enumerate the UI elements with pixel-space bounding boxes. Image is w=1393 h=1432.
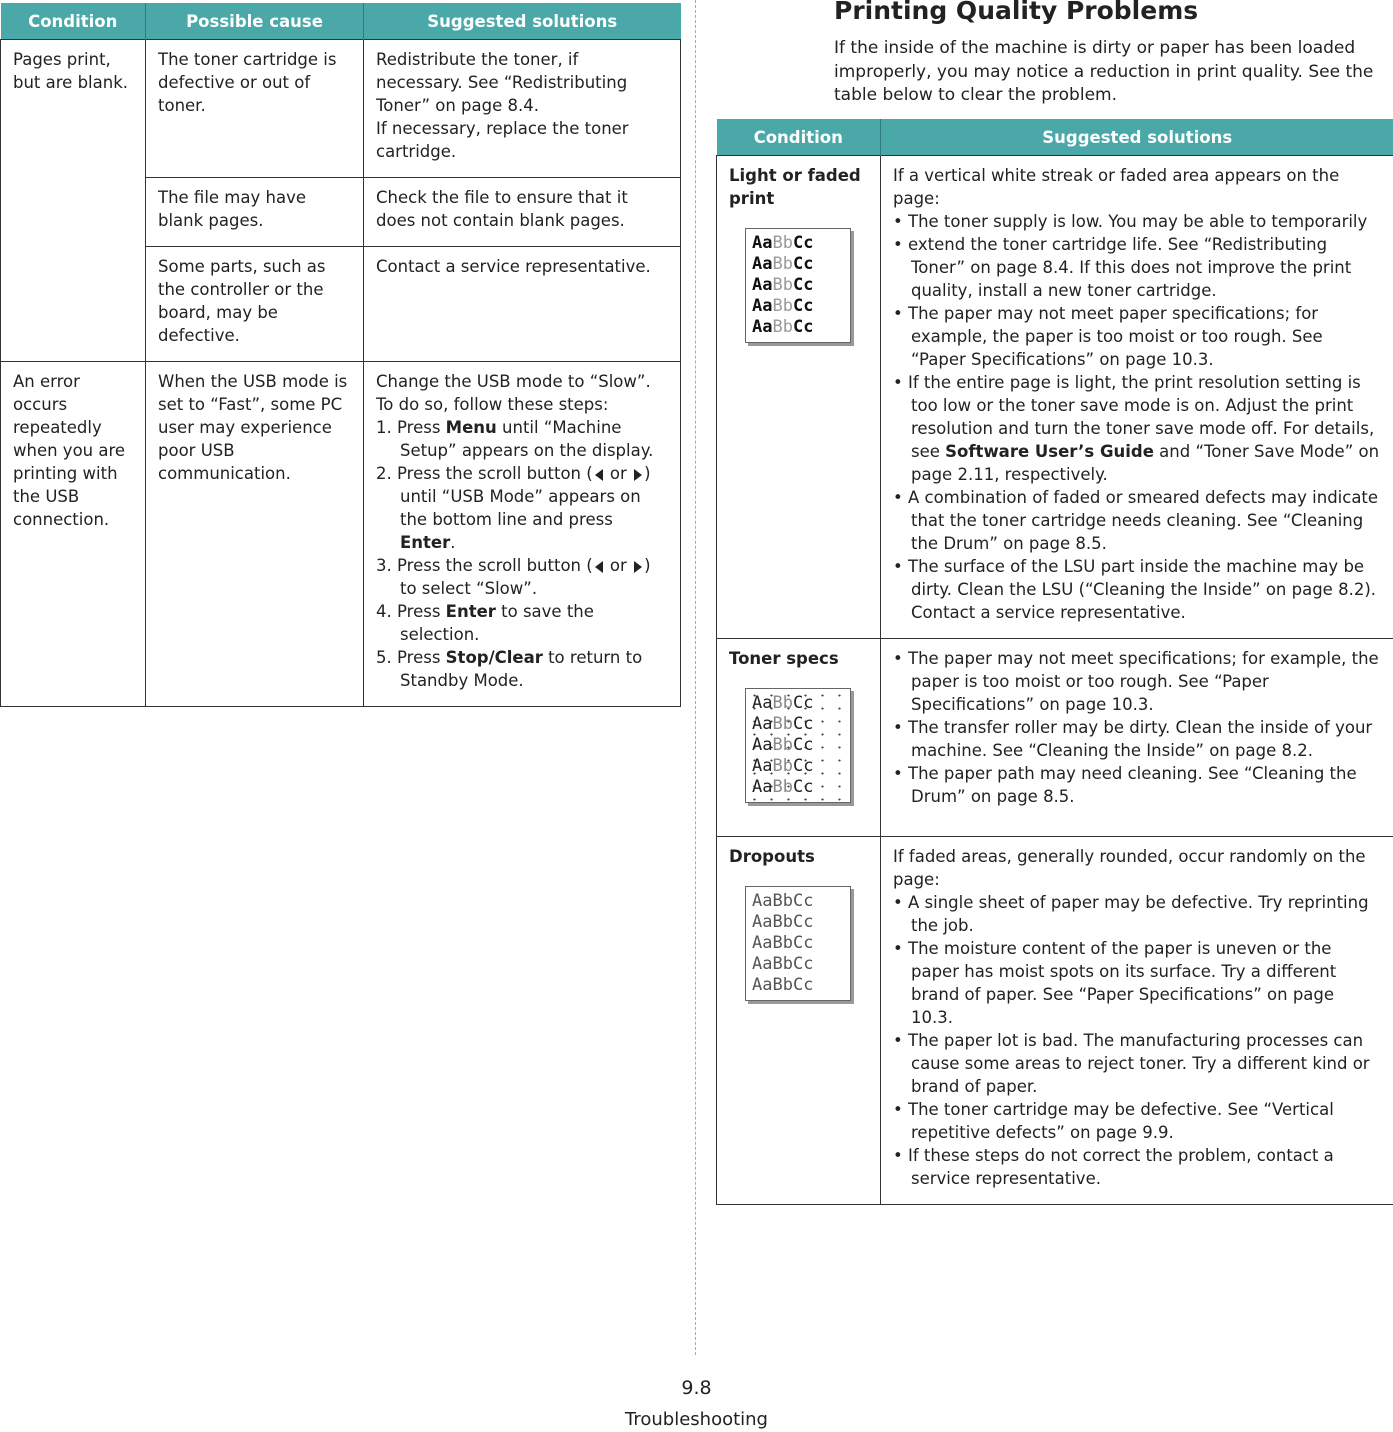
cause-cell: Some parts, such as the controller or the board, may be defective.	[146, 247, 364, 362]
solution-text: Change the USB mode to “Slow”.	[376, 372, 651, 391]
condition-label: Toner specs	[729, 649, 839, 668]
list-item: • The moisture content of the paper is uneven or the paper has moist spots on its surface. Try a different brand of paper. See “Paper Specifications” on page 10.3.	[893, 939, 1337, 1027]
list-item: • If the entire page is light, the print resolution setting is too low or the toner save mode is on. Adjust the print resolution and turn the toner save mode off. For details, see Software User’s Guide and “Toner Save Mode” on page 2.11, respectively.	[893, 373, 1380, 484]
list-item: • The toner supply is low. You may be able to temporarily	[893, 212, 1368, 231]
faded-print-sample-image: AaBbCc AaBbCc AaBbCc AaBbCc AaBbCc	[745, 228, 851, 343]
step-5: 5. Press Stop/Clear to return to Standby Mode.	[376, 648, 643, 690]
solution-cell: Check the file to ensure that it does not contain blank pages.	[364, 178, 681, 247]
column-divider	[695, 0, 696, 1355]
key-stop-clear: Stop/Clear	[445, 648, 543, 667]
table-row	[717, 156, 1393, 639]
solution-text: To do so, follow these steps:	[376, 395, 609, 414]
print-quality-table	[716, 119, 1393, 1205]
cause-cell: When the USB mode is set to “Fast”, some PC user may experience poor USB communication.	[146, 362, 364, 707]
list-item: • The transfer roller may be dirty. Clean the inside of your machine. See “Cleaning the Inside” on page 8.2.	[893, 718, 1373, 760]
list-item: • The paper lot is bad. The manufacturing processes can cause some areas to reject toner. Try a different kind or brand of paper.	[893, 1031, 1370, 1096]
header-condition: Condition	[717, 119, 881, 156]
step-1: 1. Press Menu until “Machine Setup” appears on the display.	[376, 418, 654, 460]
table-row	[717, 639, 1393, 837]
toner-specs-sample-image: AaBbCc AaBbCc AaBbCc AaBbCc AaBbCc	[745, 688, 851, 803]
scroll-right-icon	[634, 561, 642, 573]
solution-text: Redistribute the toner, if necessary. See “Redistributing Toner” on page 8.4.	[376, 50, 628, 115]
list-item: • extend the toner cartridge life. See “Redistributing Toner” on page 8.4. If this does not improve the print quality, install a new toner cartridge.	[893, 235, 1352, 300]
header-suggested-solutions: Suggested solutions	[364, 3, 681, 40]
solution-cell	[364, 40, 681, 178]
list-item: • The paper path may need cleaning. See “Cleaning the Drum” on page 8.5.	[893, 764, 1357, 806]
solution-text: If a vertical white streak or faded area appears on the page:	[893, 166, 1340, 208]
condition-cell: An error occurs repeatedly when you are printing with the USB connection.	[1, 362, 146, 707]
list-item: • The paper may not meet specifications; for example, the paper is too moist or too rough. See “Paper Specifications” on page 10.3.	[893, 649, 1379, 714]
condition-cell	[717, 837, 881, 1205]
table-header-row	[1, 3, 681, 40]
section-intro: If the inside of the machine is dirty or paper has been loaded improperly, you may notice a reduction in print quality. See the table below to clear the problem.	[834, 38, 1374, 105]
step-4: 4. Press Enter to save the selection.	[376, 602, 594, 644]
list-item: • A combination of faded or smeared defects may indicate that the toner cartridge needs cleaning. See “Cleaning the Drum” on page 8.5.	[893, 488, 1379, 553]
cause-cell: The file may have blank pages.	[146, 178, 364, 247]
scroll-left-icon	[595, 561, 603, 573]
solution-cell	[881, 837, 1393, 1205]
step-3: 3. Press the scroll button ( or ) to select “Slow”.	[376, 556, 651, 598]
key-enter: Enter	[400, 533, 451, 552]
list-item: • The surface of the LSU part inside the machine may be dirty. Clean the LSU (“Cleaning the Inside” on page 8.2). Contact a service representative.	[893, 557, 1376, 622]
condition-cell: Pages print, but are blank.	[1, 40, 146, 362]
list-item: • The paper may not meet paper specifications; for example, the paper is too moist or too rough. See “Paper Specifications” on page 10.3.	[893, 304, 1323, 369]
scroll-left-icon	[595, 469, 603, 481]
condition-cell	[717, 156, 881, 639]
page-number: 9.8	[681, 1377, 712, 1399]
blank-pages-usb-table	[0, 3, 681, 707]
table-row	[1, 40, 681, 178]
key-menu: Menu	[445, 418, 497, 437]
solution-text: If faded areas, generally rounded, occur randomly on the page:	[893, 847, 1366, 889]
header-possible-cause: Possible cause	[146, 3, 364, 40]
solution-cell: Contact a service representative.	[364, 247, 681, 362]
solution-cell	[881, 639, 1393, 837]
table-row	[717, 837, 1393, 1205]
scroll-right-icon	[634, 469, 642, 481]
list-item: • If these steps do not correct the problem, contact a service representative.	[893, 1146, 1334, 1188]
header-suggested-solutions: Suggested solutions	[881, 119, 1393, 156]
condition-label: Dropouts	[729, 847, 815, 866]
list-item: • The toner cartridge may be defective. See “Vertical repetitive defects” on page 9.9.	[893, 1100, 1334, 1142]
section-name: Troubleshooting	[625, 1409, 768, 1430]
solution-cell	[364, 362, 681, 707]
condition-label: Light or faded print	[729, 166, 861, 208]
list-item: • A single sheet of paper may be defective. Try reprinting the job.	[893, 893, 1369, 935]
section-heading: Printing Quality Problems	[834, 0, 1199, 25]
table-row	[1, 362, 681, 707]
solution-text: If necessary, replace the toner cartridge.	[376, 119, 629, 161]
cause-cell: The toner cartridge is defective or out of toner.	[146, 40, 364, 178]
condition-cell	[717, 639, 881, 837]
key-enter: Enter	[445, 602, 496, 621]
step-2: 2. Press the scroll button ( or ) until “USB Mode” appears on the bottom line and press Enter.	[376, 464, 651, 552]
software-users-guide-ref: Software User’s Guide	[945, 442, 1154, 461]
dropouts-sample-image: AaBbCc AaBbCc AaBbCc AaBbCc AaBbCc	[745, 886, 851, 1001]
solution-cell	[881, 156, 1393, 639]
header-condition: Condition	[1, 3, 146, 40]
table-header-row	[717, 119, 1393, 156]
